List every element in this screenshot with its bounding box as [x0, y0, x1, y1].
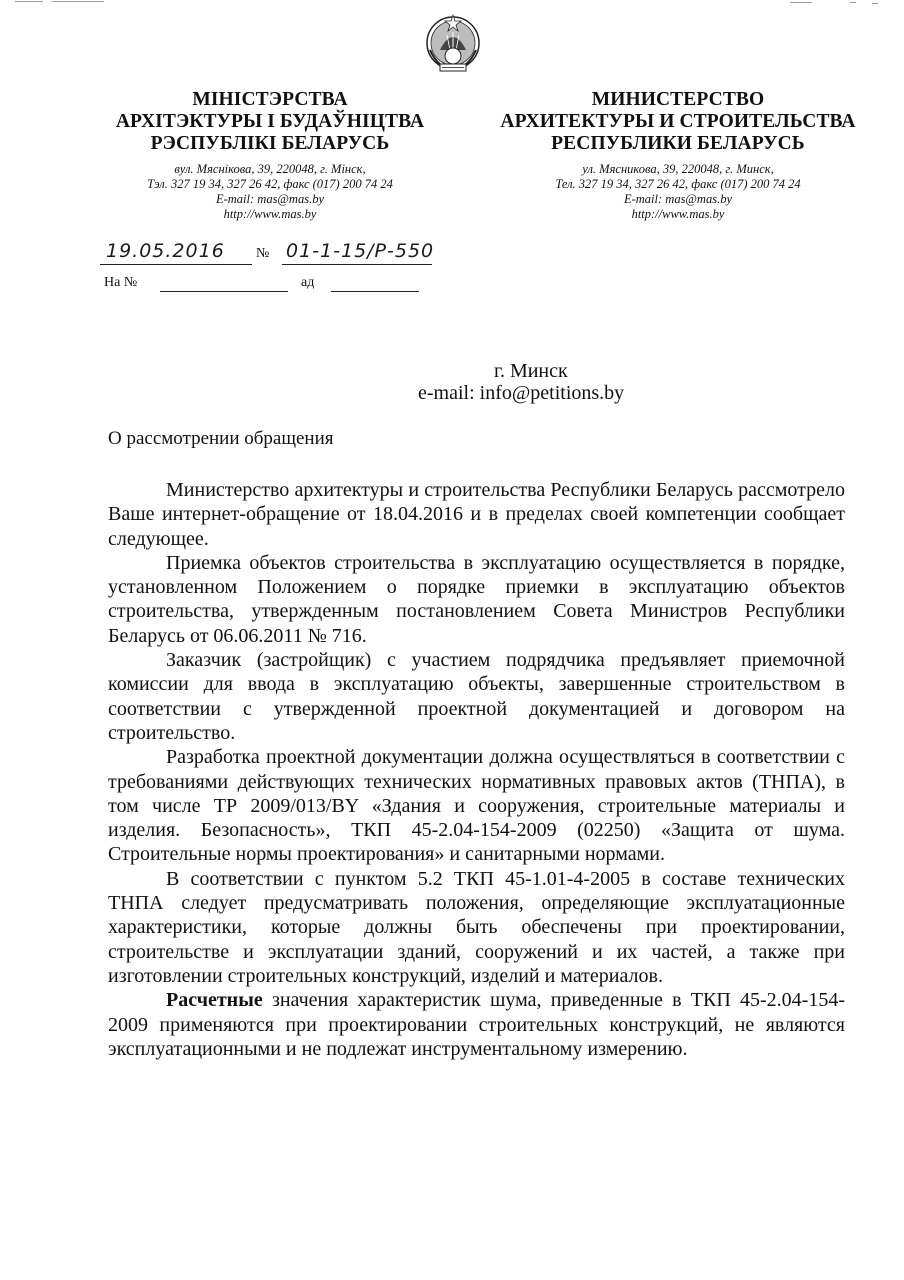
ministry-title-line: МИНИСТЕРСТВО — [591, 89, 765, 110]
scan-artifact — [872, 3, 878, 4]
body-paragraph: Разработка проектной документации должна осуществляться в соответствии с требованиями действующих технических нормативных правовых актов (ТНПА), в том числе ТР 2009/013/BY «Здания и сооружения, строительные материалы и изделия. Безопасность», ТКП 45-2.04-154-2009 (02250) «Защита от шума. Строительные нормы проектирования» и санитарными нормами. — [108, 746, 845, 866]
letter-subject: О рассмотрении обращения — [108, 428, 334, 449]
address-line: вул. Мяснікова, 39, 220048, г. Мінск, — [174, 162, 366, 176]
handwritten-date: 19.05.2016 — [106, 240, 225, 262]
letter-body — [108, 478, 845, 1061]
reference-line — [104, 275, 504, 295]
addressee-city: г. Минск — [494, 360, 568, 382]
phone-line: Тэл. 327 19 34, 327 26 42, факс (017) 200 74 24 — [147, 177, 393, 191]
ministry-title-line: РЭСПУБЛІКІ БЕЛАРУСЬ — [150, 133, 390, 154]
ref-number-label: На № — [104, 275, 138, 290]
scan-artifact — [850, 2, 856, 3]
email-line: E-mail: mas@mas.by — [215, 192, 324, 206]
ministry-title-line: МІНІСТЭРСТВА — [192, 89, 348, 110]
email-line: E-mail: mas@mas.by — [623, 192, 732, 206]
addressee-block — [400, 360, 670, 404]
ref-from-label: ад — [301, 275, 315, 290]
registration-line — [100, 242, 500, 266]
body-paragraph: Приемка объектов строительства в эксплуатацию осуществляется в порядке, установленном Положением о порядке приемки в эксплуатацию объектов строительства, утвержденным постановлением Совета Министров Республики Беларусь от 06.06.2011 № 716. — [108, 551, 845, 647]
scan-artifact — [15, 1, 43, 2]
number-underline — [282, 264, 432, 265]
state-emblem-icon — [418, 10, 488, 80]
ministry-title-line: РЕСПУБЛИКИ БЕЛАРУСЬ — [551, 133, 805, 154]
paragraph-text: значения характеристик шума, приведенные в ТКП 45-2.04-154-2009 применяются при проектировании строительных конструкций, не являются эксплуатационными и не подлежат инструментальному измерению. — [108, 989, 845, 1060]
ministry-title-line: АРХІТЭКТУРЫ І БУДАЎНІЦТВА — [115, 111, 425, 132]
scan-artifact — [790, 2, 812, 3]
date-underline — [100, 264, 252, 265]
addressee-email: e-mail: info@petitions.by — [418, 382, 625, 404]
body-paragraph — [108, 988, 845, 1061]
address-line: ул. Мясникова, 39, 220048, г. Минск, — [582, 162, 774, 176]
website-line: http://www.mas.by — [223, 207, 317, 221]
website-line: http://www.mas.by — [631, 207, 725, 221]
body-paragraph: Заказчик (застройщик) с участием подрядчика предъявляет приемочной комиссии для ввода в эксплуатацию объекты, завершенные строительством в соответствии с утвержденной проектной документацией и договором на строительство. — [108, 649, 845, 744]
ref-date-blank — [331, 291, 419, 292]
bold-term: Расчетные — [166, 989, 263, 1012]
body-paragraph: В соответствии с пунктом 5.2 ТКП 45-1.01-4-2005 в составе технических ТНПА следует предусматривать положения, определяющие эксплуатационные характеристики, которые должны быть обеспечены при проектировании, строительстве и эксплуатации зданий, сооружений и их частей, а также при изготовлении строительных конструкций, изделий и материалов. — [108, 867, 845, 987]
body-paragraph: Министерство архитектуры и строительства Республики Беларусь рассмотрело Ваше интернет-обращение от 18.04.2016 и в пределах своей компетенции сообщает следующее. — [108, 479, 845, 550]
ref-number-blank — [160, 291, 288, 292]
letterhead-russian — [468, 89, 888, 222]
scan-artifact — [52, 1, 104, 2]
handwritten-reg-number: 01-1-15/Р-550 — [286, 240, 435, 262]
ministry-title-line: АРХИТЕКТУРЫ И СТРОИТЕЛЬСТВА — [500, 111, 856, 132]
number-sign: № — [256, 246, 270, 261]
letterhead-belarusian — [80, 89, 460, 222]
phone-line: Тел. 327 19 34, 327 26 42, факс (017) 200 74 24 — [555, 177, 801, 191]
